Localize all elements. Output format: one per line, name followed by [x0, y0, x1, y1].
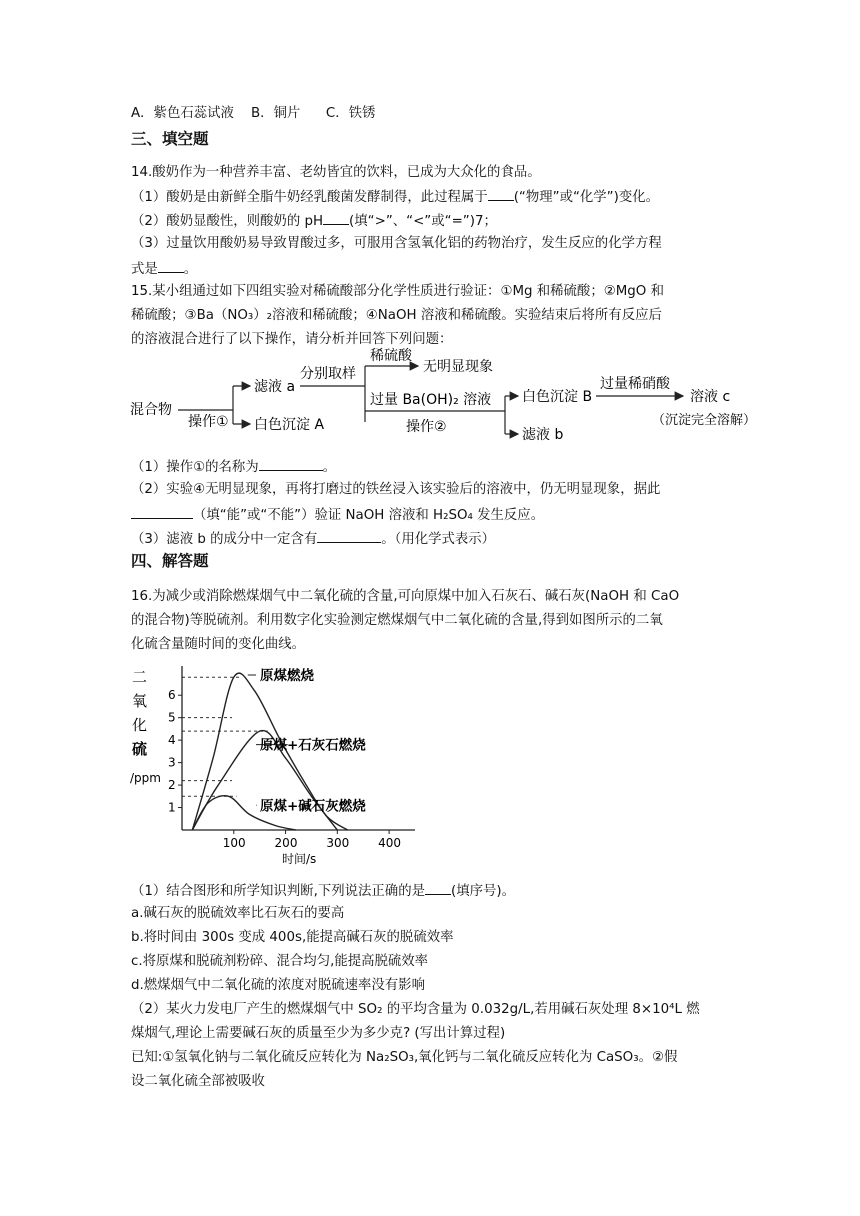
- q15-answer3-text: （3）滤液 b 的成分中一定含有: [131, 532, 318, 547]
- q15-answer1-end: 。: [322, 460, 337, 475]
- option-a: A．紫色石蕊试液: [131, 106, 234, 121]
- flow-dilute-acid: 稀硫酸: [370, 348, 412, 364]
- series-label: 原煤+碱石灰燃烧: [260, 798, 366, 815]
- q14-part3-line2: [131, 258, 197, 280]
- y-axis-label-char: 氧: [132, 692, 148, 710]
- answer-blank[interactable]: [488, 186, 514, 201]
- flow-excess-hno3: 过量稀硝酸: [600, 376, 670, 392]
- x-tick-label: 300: [326, 836, 350, 850]
- answer-blank[interactable]: [131, 504, 193, 519]
- q16-question2-line1: （2）某火力发电厂产生的燃煤烟气中 SO₂ 的平均含量为 0.032g/L,若用碱石灰处理 8×10⁴L 燃: [131, 1002, 700, 1017]
- q15-answer1: [131, 456, 336, 478]
- flow-precipitate-a: 白色沉淀 A: [254, 417, 325, 433]
- x-tick-label: 400: [378, 836, 402, 850]
- flow-op1: 操作①: [188, 414, 229, 430]
- flow-solution-c: 溶液 c: [690, 389, 731, 405]
- section-title-answer: 四、解答题: [131, 552, 209, 570]
- q15-line2: 稀硫酸；③Ba（NO₃）₂溶液和稀硫酸；④NaOH 溶液和稀硫酸。实验结束后将所有反应后: [131, 308, 662, 323]
- q15-answer3-end: 。（用化学式表示）: [381, 532, 496, 547]
- flow-filtrate-a: 滤液 a: [254, 379, 296, 395]
- flow-filtrate-b: 滤液 b: [522, 427, 564, 443]
- option-c: C．铁锈: [325, 106, 376, 121]
- q14-part2-text-end: (填“>”、“<”或“=”)7；: [349, 214, 497, 229]
- answer-blank[interactable]: [158, 258, 184, 273]
- q16-option-d: d.燃煤烟气中二氧化硫的浓度对脱硫速率没有影响: [131, 978, 425, 993]
- flow-precipitate-b: 白色沉淀 B: [522, 389, 593, 405]
- q16-question1-end: (填序号)。: [450, 884, 515, 899]
- y-tick-label: 3: [168, 755, 176, 770]
- q16-option-a: a.碱石灰的脱硫效率比石灰石的要高: [131, 906, 345, 921]
- so2-chart: [130, 660, 420, 870]
- y-tick-label: 5: [168, 710, 176, 725]
- q16-question1: [131, 880, 515, 902]
- q14-part3-text: 式是: [131, 262, 158, 277]
- x-tick-label: 200: [274, 836, 298, 850]
- q15-answer1-text: （1）操作①的名称为: [131, 460, 259, 475]
- q15-line1: 15.某小组通过如下四组实验对稀硫酸部分化学性质进行验证：①Mg 和稀硫酸；②MgO 和: [131, 284, 664, 299]
- q16-option-b: b.将时间由 300s 变成 400s,能提高碱石灰的脱硫效率: [131, 930, 454, 945]
- q16-known-line2: 设二氧化硫全部被吸收: [131, 1074, 265, 1089]
- q15-answer3: [131, 528, 495, 550]
- q14-part1-text: （1）酸奶是由新鲜全脂牛奶经乳酸菌发酵制得，此过程属于: [131, 190, 488, 205]
- q15-answer2-text: （填“能”或“不能”）验证 NaOH 溶液和 H₂SO₄ 发生反应。: [193, 508, 545, 523]
- q16-option-c: c.将原煤和脱硫剂粉碎、混合均匀,能提高脱硫效率: [131, 954, 429, 969]
- q16-line1: 16.为减少或消除燃煤烟气中二氧化硫的含量,可向原煤中加入石灰石、碱石灰(NaOH 和 CaO: [131, 589, 680, 604]
- flow-excess-baoh2: 过量 Ba(OH)₂ 溶液: [370, 392, 492, 408]
- y-axis-label-char: 硫: [132, 740, 148, 758]
- q16-question2-line2: 煤烟气,理论上需要碱石灰的质量至少为多少克? (写出计算过程): [131, 1026, 506, 1041]
- answer-blank[interactable]: [425, 880, 451, 895]
- series-label: 原煤+石灰石燃烧: [260, 737, 366, 754]
- y-tick-label: 6: [168, 688, 176, 703]
- q14-part1: [131, 186, 659, 208]
- answer-blank[interactable]: [317, 528, 381, 543]
- y-tick-label: 1: [168, 800, 176, 815]
- y-axis-label-char: 二: [132, 668, 148, 686]
- flow-chart: [130, 346, 780, 446]
- q14-part3-end: 。: [183, 262, 198, 277]
- q15-line3: 的溶液混合进行了以下操作，请分析并回答下列问题：: [131, 332, 453, 347]
- q16-question1-text: （1）结合图形和所学知识判断,下列说法正确的是: [131, 884, 425, 899]
- y-axis-unit: /ppm: [130, 771, 161, 785]
- q15-answer2-line2: [131, 504, 544, 526]
- option-b: B．铜片: [250, 106, 301, 121]
- answer-blank[interactable]: [259, 456, 323, 471]
- flow-mixture: 混合物: [130, 402, 172, 418]
- flow-sample: 分别取样: [300, 366, 356, 382]
- answer-blank[interactable]: [323, 210, 349, 225]
- q14-part2: [131, 210, 497, 232]
- q14-stem: 14.酸奶作为一种营养丰富、老幼皆宜的饮料，已成为大众化的食品。: [131, 165, 541, 180]
- x-tick-label: 100: [222, 836, 246, 850]
- series-label: 原煤燃烧: [260, 667, 314, 684]
- section-title-fill-in: 三、填空题: [131, 130, 209, 148]
- q14-part1-text-end: (“物理”或“化学”)变化。: [513, 190, 660, 205]
- y-axis-label-char: 化: [132, 716, 148, 734]
- q16-line2: 的混合物)等脱硫剂。利用数字化实验测定燃煤烟气中二氧化硫的含量,得到如图所示的二氧: [131, 613, 663, 628]
- x-axis-label: 时间/s: [282, 852, 317, 866]
- flow-op2: 操作②: [406, 419, 447, 435]
- q16-line3: 化硫含量随时间的变化曲线。: [131, 637, 306, 652]
- q13-options: [131, 104, 375, 124]
- q14-part2-text: （2）酸奶显酸性，则酸奶的 pH: [131, 214, 324, 229]
- q16-known-line1: 已知:①氢氧化钠与二氧化硫反应转化为 Na₂SO₃,氧化钙与二氧化硫反应转化为 CaSO₃。②假: [131, 1050, 678, 1065]
- flow-dissolved: （沉淀完全溶解）: [652, 413, 757, 428]
- q14-part3-line1: （3）过量饮用酸奶易导致胃酸过多，可服用含氢氧化铝的药物治疗，发生反应的化学方程: [131, 236, 662, 251]
- flow-no-change: 无明显现象: [423, 359, 493, 375]
- q15-answer2-line1: （2）实验④无明显现象，再将打磨过的铁丝浸入该实验后的溶液中，仍无明显现象，据此: [131, 482, 661, 497]
- y-tick-label: 2: [168, 778, 176, 793]
- y-tick-label: 4: [168, 733, 176, 748]
